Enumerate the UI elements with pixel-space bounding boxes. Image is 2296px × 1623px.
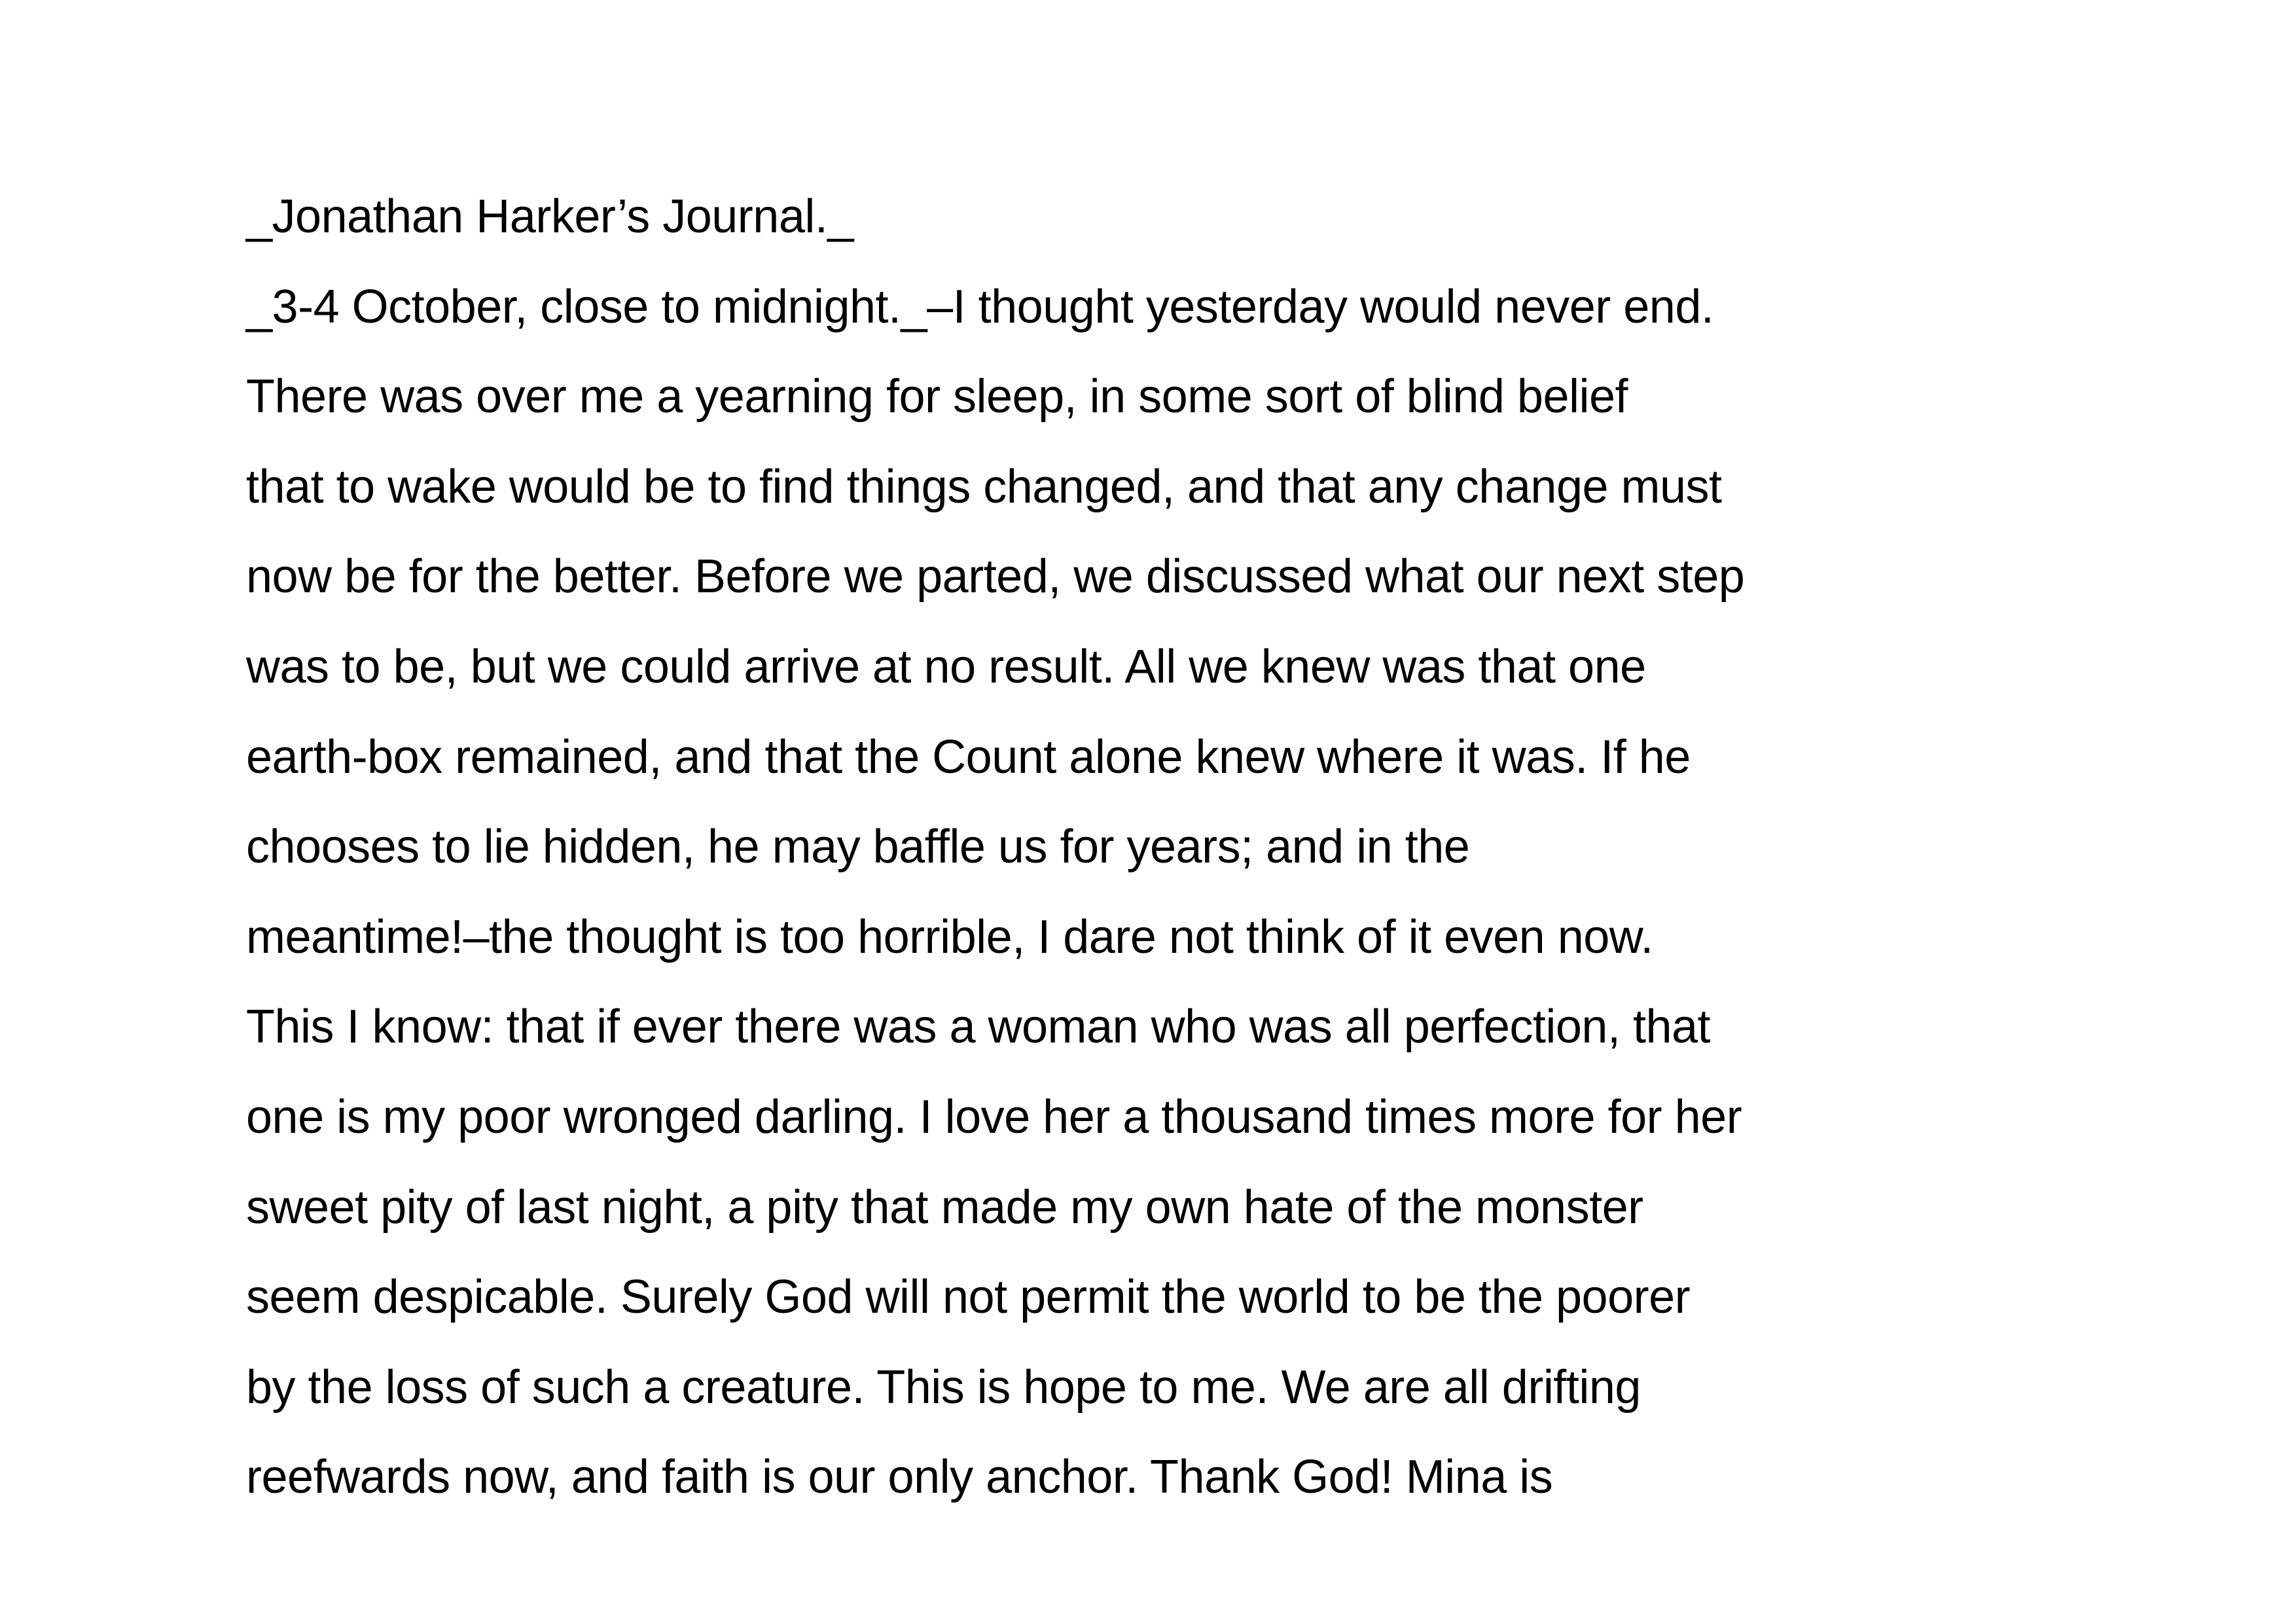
journal-heading: _Jonathan Harker’s Journal._	[246, 190, 853, 243]
text-line: reefwards now, and faith is our only anchor. Thank God! Mina is	[246, 1451, 1553, 1504]
text-line: This I know: that if ever there was a woman who was all perfection, that	[246, 1001, 1711, 1054]
text-line: _3-4 October, close to midnight._–I thought yesterday would never end.	[246, 280, 1714, 333]
journal-text	[246, 187, 2144, 1538]
text-line: sweet pity of last night, a pity that made my own hate of the monster	[246, 1181, 1643, 1234]
text-line: one is my poor wronged darling. I love her a thousand times more for her	[246, 1090, 1742, 1143]
text-line: now be for the better. Before we parted, we discussed what our next step	[246, 550, 1745, 603]
text-line: was to be, but we could arrive at no result. All we knew was that one	[246, 640, 1646, 693]
text-line: that to wake would be to find things changed, and that any change must	[246, 460, 1722, 513]
text-line: meantime!–the thought is too horrible, I dare not think of it even now.	[246, 910, 1653, 963]
text-line: earth-box remained, and that the Count alone knew where it was. If he	[246, 730, 1691, 783]
text-line: There was over me a yearning for sleep, in some sort of blind belief	[246, 370, 1628, 423]
text-line: chooses to lie hidden, he may baffle us for years; and in the	[246, 821, 1470, 874]
text-line: by the loss of such a creature. This is hope to me. We are all drifting	[246, 1361, 1641, 1414]
text-line: seem despicable. Surely God will not permit the world to be the poorer	[246, 1271, 1691, 1324]
